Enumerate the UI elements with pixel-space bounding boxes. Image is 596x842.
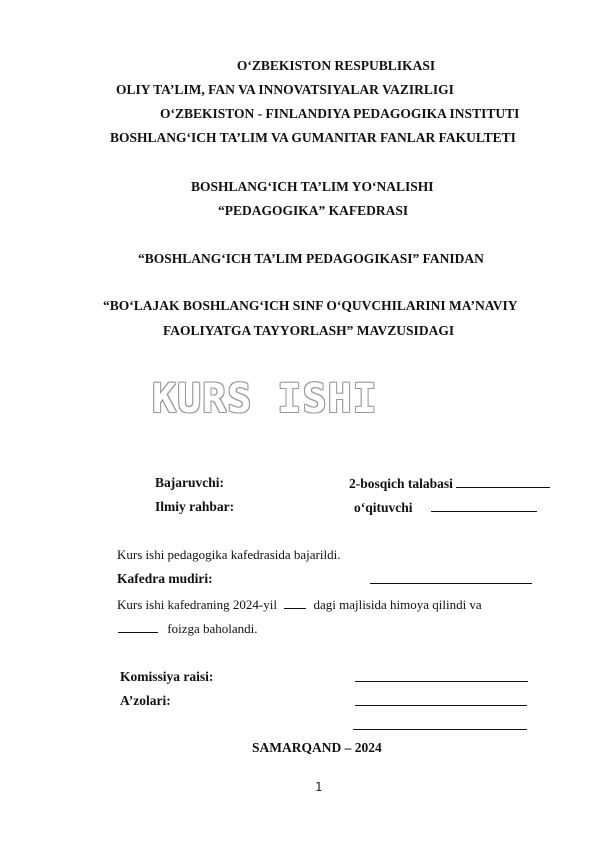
faculty-name: BOSHLANG‘ICH TA’LIM VA GUMANITAR FANLAR FAKULTETI (110, 130, 516, 145)
grade-text (118, 620, 258, 637)
direction-name: BOSHLANG‘ICH TA’LIM YO‘NALISHI (191, 179, 434, 194)
ministry-country: O‘ZBEKISTON RESPUBLIKASI (236, 58, 436, 73)
department-done-text: Kurs ishi pedagogika kafedrasida bajarildi. (117, 547, 341, 562)
commission-chair-label: Komissiya raisi: (120, 669, 214, 684)
grade-blank (118, 620, 158, 633)
supervisor-value (354, 499, 537, 516)
commission-members-label: A’zolari: (120, 693, 171, 708)
defense-date-blank (284, 596, 306, 609)
supervisor-value-text: o‘qituvchi (354, 500, 413, 515)
commission-member-blank-1 (355, 693, 527, 711)
topic-line-1: “BO‘LAJAK BOSHLANG‘ICH SINF O‘QUVCHILARINI MA’NAVIY (103, 298, 518, 313)
grade-text-label: foizga baholandi. (167, 621, 258, 636)
defense-text (117, 596, 482, 613)
performer-value-text: 2-bosqich talabasi (349, 476, 453, 491)
performer-value (349, 475, 550, 492)
supervisor-label: Ilmiy rahbar: (155, 499, 235, 514)
defense-text-a: Kurs ishi kafedraning 2024-yil (117, 597, 277, 612)
work-title: KURS ISHI (152, 376, 378, 422)
department-head-label: Kafedra mudiri: (117, 571, 213, 586)
subject-title: “BOSHLANG‘ICH TA’LIM PEDAGOGIKASI” FANIDAN (138, 251, 484, 266)
page-number: 1 (315, 780, 323, 794)
commission-chair-blank (355, 669, 528, 687)
department-head-blank (370, 571, 532, 589)
city-year: SAMARQAND – 2024 (252, 740, 382, 755)
topic-line-2: FAOLIYATGA TAYYORLASH” MAVZUSIDAGI (163, 323, 455, 338)
defense-text-b: dagi majlisida himoya qilindi va (313, 597, 482, 612)
supervisor-blank (431, 499, 537, 512)
ministry-name: OLIY TA’LIM, FAN VA INNOVATSIYALAR VAZIRLIGI (116, 82, 454, 97)
commission-member-blank-2 (353, 717, 527, 735)
performer-blank (456, 475, 550, 488)
department-name: “PEDAGOGIKA” KAFEDRASI (218, 203, 409, 218)
performer-label: Bajaruvchi: (155, 475, 224, 490)
institute-name: O‘ZBEKISTON - FINLANDIYA PEDAGOGIKA INSTITUTI (160, 106, 520, 121)
